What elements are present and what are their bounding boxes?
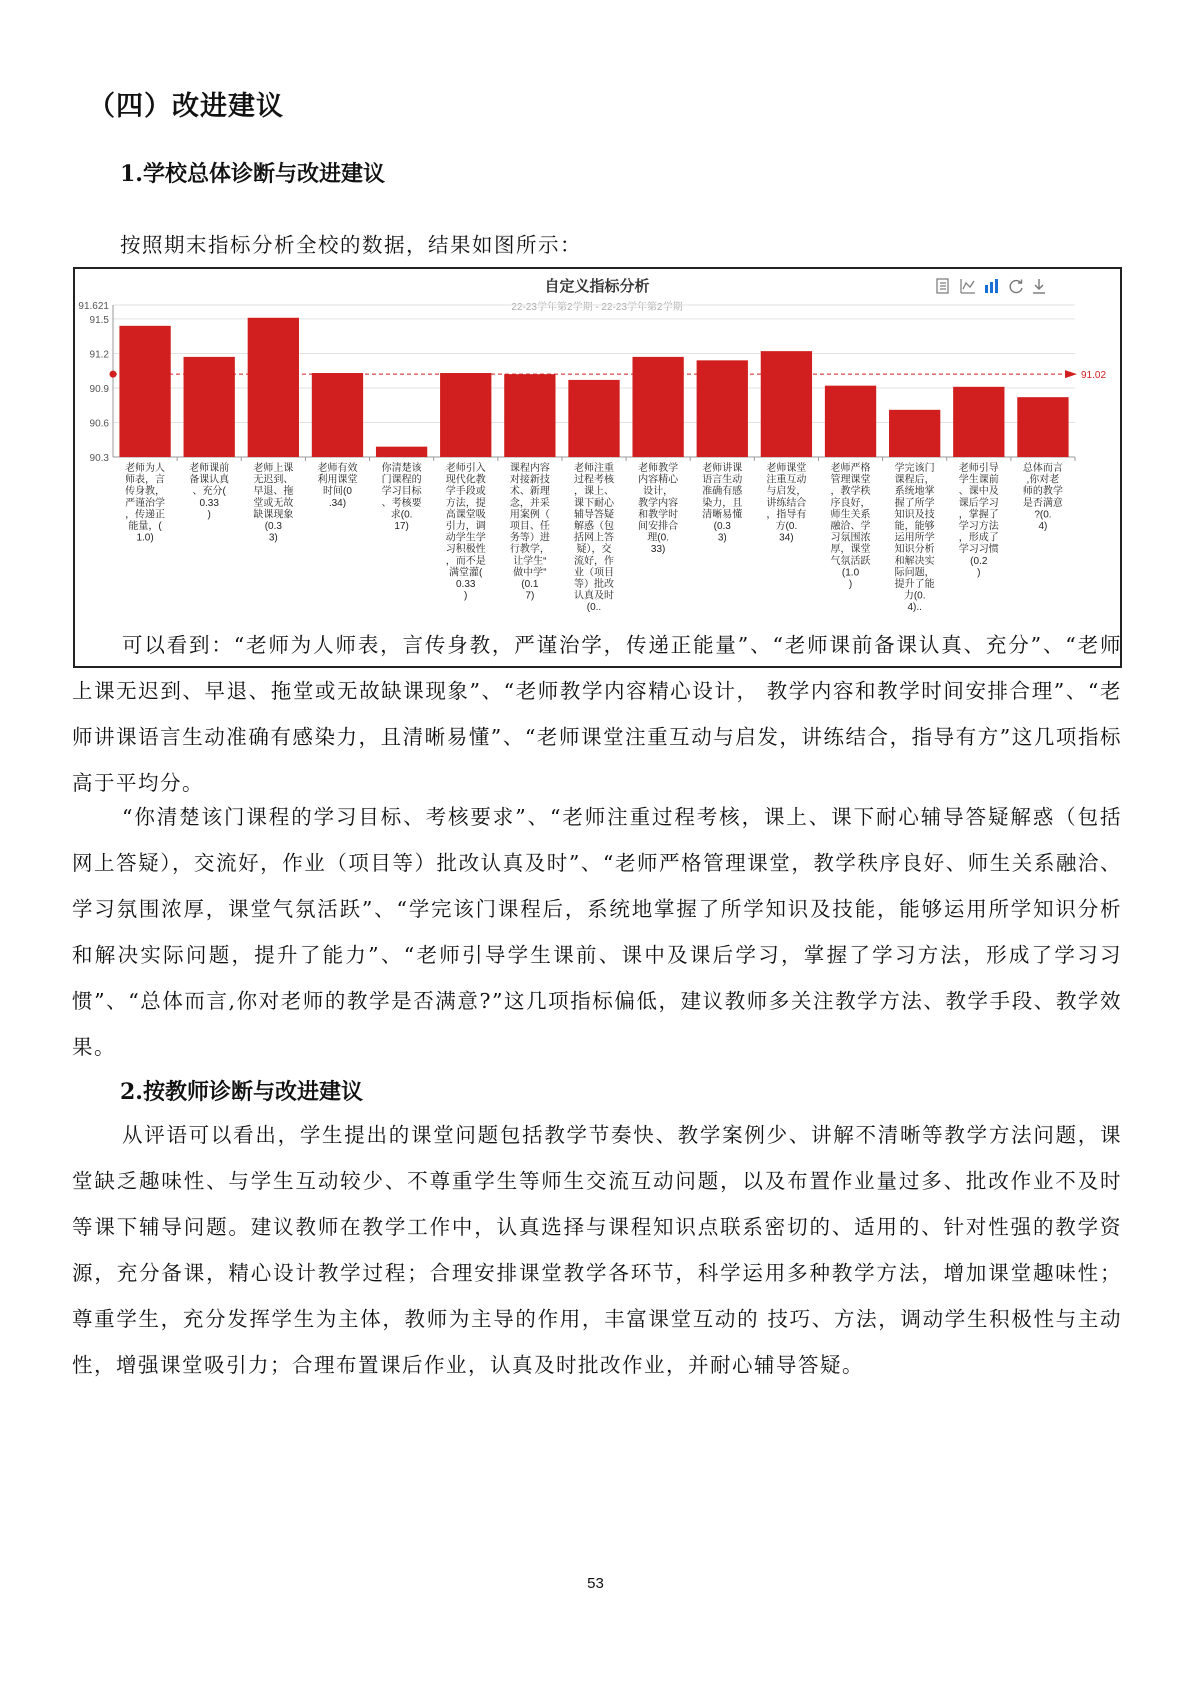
bar xyxy=(504,374,555,457)
x-tick-label: 老师课堂注重互动与启发，讲练结合，指导有方(0. 34) xyxy=(766,463,807,544)
section2-title: 2.按教师诊断与改进建议 xyxy=(120,1079,363,1105)
bar xyxy=(119,326,170,457)
x-tick-label: 老师教学内容精心设计，教学内容和教学时间安排合理(0. 33) xyxy=(638,463,679,556)
bar xyxy=(697,360,748,457)
bar xyxy=(184,357,235,457)
bar xyxy=(440,373,491,457)
bar xyxy=(761,351,812,457)
section2-paragraph-1: 从评语可以看出，学生提出的课堂问题包括教学节奏快、教学案例少、讲解不清晰等教学方法问题，课堂缺乏趣味性、与学生互动较少、不尊重学生等师生交流互动问题，以及布置作业量过多、批改作业不及时等课下辅导问题。建议教师在教学工作中，认真选择与课程知识点联系密切的、适用的、针对性强的教学资源，充分备课，精心设计教学过程；合理安排课堂教学各环节，科学运用多种教学方法，增加课堂趣味性；尊重学生，充分发挥学生为主体，教师为主导的作用，丰富课堂互动的 技巧、方法，调动学生积极性与主动性，增强课堂吸引力；合理布置课后作业，认真及时批改作业，并耐心辅导答疑。 xyxy=(72,1123,1122,1377)
x-tick-label: 老师引入现代化教学手段或方法，提高课堂吸引力，调动学生学习积极性，而不是满堂灌( 0.33 ) xyxy=(445,463,486,602)
bar xyxy=(248,318,299,457)
section1-paragraph-2: “你清楚该门课程的学习目标、考核要求”、“老师注重过程考核，课上、课下耐心辅导答疑解惑（包括网上答疑），交流好，作业（项目等）批改认真及时”、“老师严格管理课堂，教学秩序良好、师生关系融洽、学习氛围浓厚，课堂气氛活跃”、“学完该门课程后，系统地掌握了所学知识及技能，能够运用所学知识分析和解决实际问题，提升了能力”、“老师引导学生课前、课中及课后学习，掌握了学习方法，形成了学习习惯”、“总体而言,你对老师的教学是否满意?”这几项指标偏低，建议教师多关注教学方法、教学手段、教学效果。 xyxy=(72,805,1122,1059)
line-chart-icon[interactable] xyxy=(961,279,975,293)
y-tick-label: 91.621 xyxy=(78,301,109,312)
average-line-start-marker xyxy=(110,371,117,378)
bar xyxy=(1017,397,1068,457)
x-tick-label: 课程内容对接新技术、新理念，并采用案例（项目、任务等）进行教学，让学生“做中学” (0.1 7) xyxy=(509,463,550,602)
chart-canvas xyxy=(75,269,1120,666)
bar xyxy=(376,447,427,457)
section1-paragraph-1: 可以看到：“老师为人师表，言传身教，严谨治学，传递正能量”、“老师课前备课认真、充分”、“老师上课无迟到、早退、拖堂或无故缺课现象”、“老师教学内容精心设计， 教学内容和教学时间安排合理”、“老师讲课语言生动准确有感染力，且清晰易懂”、“老师课堂注重互动与启发，讲练结合，指导有方”这几项指标高于平均分。 xyxy=(72,633,1122,795)
section-heading: （四）改进建议 xyxy=(88,91,284,122)
section1-title: 1.学校总体诊断与改进建议 xyxy=(120,161,385,187)
x-tick-label: 老师注重过程考核，课上、课下耐心辅导答疑解惑（包括网上答疑），交流好，作业（项目等）批改认真及时(0.. xyxy=(574,463,614,614)
x-tick-label: 老师讲课语言生动准确有感染力，且清晰易懂(0.3 3) xyxy=(702,463,743,544)
x-tick-label: 学完该门课程后，系统地掌握了所学知识及技能，能够运用所学知识分析和解决实际问题，提升了能力(0. 4).. xyxy=(894,463,935,614)
x-tick-label: 老师引导学生课前、课中及课后学习，掌握了学习方法，形成了学习习惯(0.2 ) xyxy=(958,463,999,579)
y-tick-label: 90.3 xyxy=(89,453,109,464)
x-tick-label: 你清楚该门课程的学习目标、考核要求(0. 17) xyxy=(381,463,422,532)
x-axis-labels xyxy=(125,461,1063,613)
x-tick-label: 总体而言,你对老师的教学是否满意?(0. 4) xyxy=(1022,463,1063,532)
bar-series xyxy=(119,318,1075,461)
y-tick-label: 90.9 xyxy=(89,383,109,395)
custom-indicator-chart xyxy=(73,267,1122,668)
page-number: 53 xyxy=(587,1575,604,1592)
bar-chart-icon[interactable] xyxy=(985,279,998,293)
chart-subtitle: 22-23学年第2学期 - 22-23学年第2学期 xyxy=(511,302,683,313)
bar xyxy=(953,387,1004,457)
x-tick-label: 老师为人师表，言传身教，严谨治学，传递正能量，( 1.0) xyxy=(125,463,166,544)
chart-title: 自定义指标分析 xyxy=(544,278,650,295)
average-line-arrow xyxy=(1065,370,1077,378)
x-tick-label: 老师严格管理课堂，教学秩序良好，师生关系融洽、学习氛围浓厚，课堂气氛活跃(1.0 ) xyxy=(830,463,871,590)
x-tick-label: 老师有效利用课堂时间(0 .34) xyxy=(317,463,358,509)
bar xyxy=(889,410,940,457)
download-icon[interactable] xyxy=(1033,279,1045,293)
y-tick-label: 90.6 xyxy=(89,418,109,430)
average-line-label: 91.02 xyxy=(1081,370,1107,382)
intro-text: 按照期末指标分析全校的数据，结果如图所示： xyxy=(120,233,582,257)
y-tick-label: 91.5 xyxy=(89,314,109,326)
bar xyxy=(312,373,363,457)
bar xyxy=(632,357,683,457)
data-view-icon[interactable] xyxy=(937,279,948,293)
x-tick-label: 老师课前备课认真、充分( 0.33 ) xyxy=(189,463,230,521)
bar xyxy=(568,380,619,457)
y-tick-label: 91.2 xyxy=(89,349,109,361)
refresh-icon[interactable] xyxy=(1010,280,1022,293)
bar xyxy=(825,386,876,457)
x-tick-label: 老师上课无迟到、早退、拖堂或无故缺课现象(0.3 3) xyxy=(253,463,294,544)
